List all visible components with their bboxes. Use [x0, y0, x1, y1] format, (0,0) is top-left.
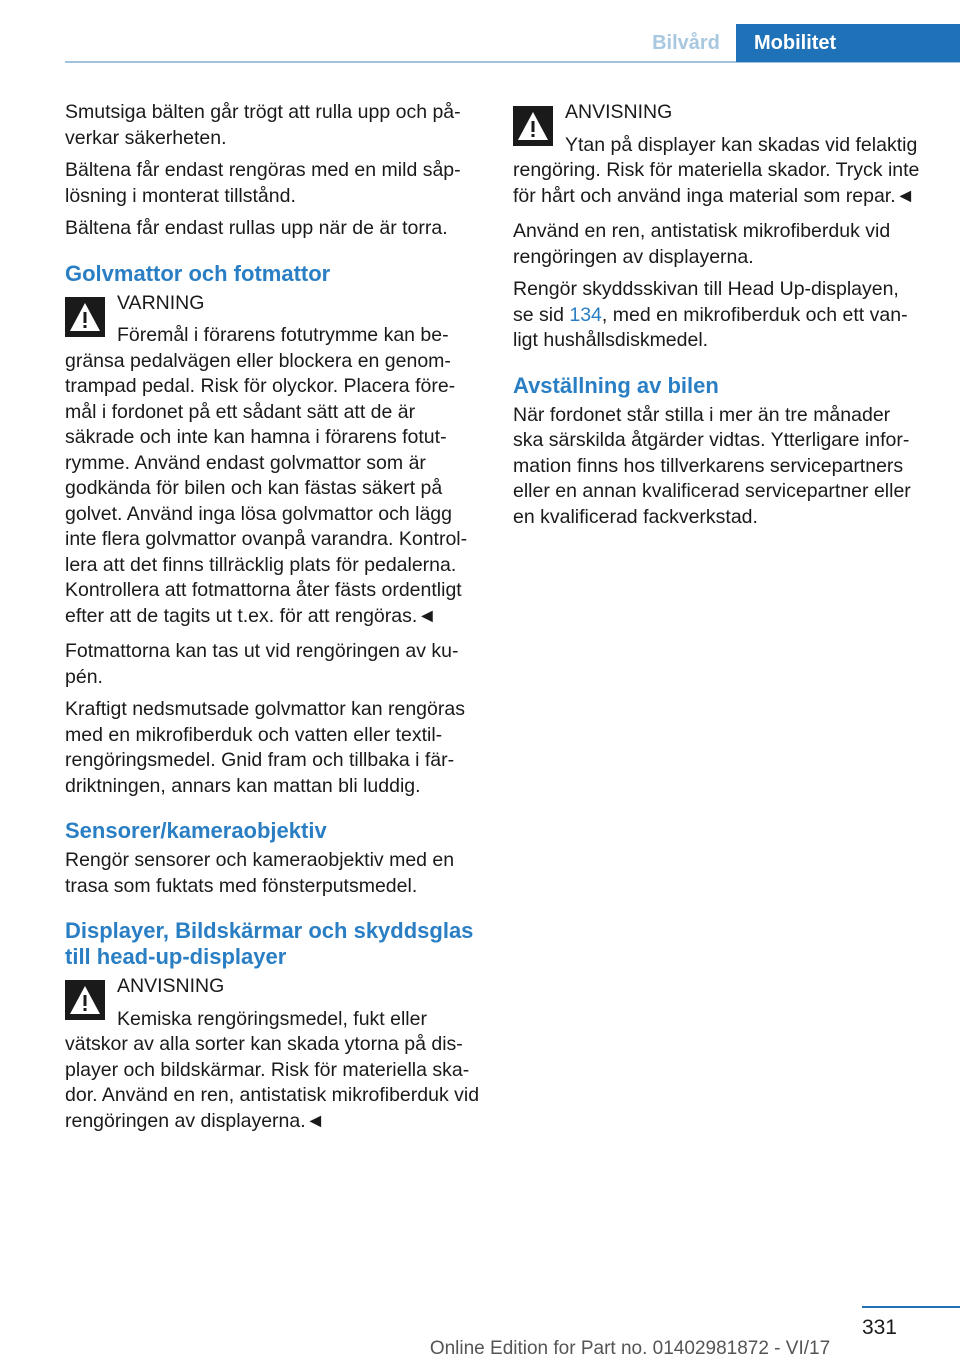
footer-rule — [862, 1306, 960, 1308]
warning-text: Föremål i förarens fotutrymme kan begränsa pedalvägen eller blockera en genomtrampad pedal. Risk för olyckor. Placera föremål i fordonet på ett sådant sätt att de är säkrade och inte kan hamna i förarens fotutrymme. Använd endast golvmattor som är godkända för bilen och kan fästas säkert på golvet. Använd inga lösa golvmattor och lägg inte flera golvmattor ovanpå varandra. Kontrollera att det finns tillräcklig plats för pedalerna. Kontrollera att fotmattorna åter fästs ordentligt efter att de tagits ut t.ex. för att rengöras.◄ — [65, 324, 468, 627]
warning-box-floor-mats — [65, 291, 480, 630]
notice-label: ANVISNING — [565, 101, 673, 123]
hud-text-after: , med en mikrofiberduk och ett vanligt hushållsdiskmedel. — [513, 303, 908, 351]
hud-text-before: Rengör skyddsskivan till Head Up-displayen, se sid — [513, 278, 899, 326]
paragraph-hud-clean — [513, 277, 923, 354]
notice-box-displays — [65, 974, 480, 1134]
notice-text: Kemiska rengöringsmedel, fukt eller vätskor av alla sorter kan skada ytorna på displayer och bildskärmar. Risk för materiella skador. Använd en ren, antistatisk mikrofiberduk vid rengöringen av displayerna.◄ — [65, 1007, 480, 1132]
page-header — [0, 0, 960, 64]
right-column — [513, 100, 923, 537]
notice-text: Ytan på displayer kan skadas vid felaktig rengöring. Risk för materiella skador. Tryck inte för hårt och använd inga material som repar.◄ — [513, 133, 920, 207]
heading-golvmattor: Golvmattor och fotmattor — [65, 260, 331, 286]
page-number: 331 — [861, 1316, 897, 1339]
tab-bilvard[interactable]: Bilvård — [652, 32, 720, 54]
paragraph-microfiber: Använd en ren, antistatisk mikrofiberduk vid rengöringen av displayerna. — [513, 220, 891, 268]
paragraph-belts-dirty: Smutsiga bälten går trögt att rulla upp och påverkar säkerheten. — [65, 101, 461, 149]
warning-label: VARNING — [117, 291, 205, 314]
left-column — [65, 100, 480, 1144]
heading-displayer: Displayer, Bildskärmar och skyddsglas till head-up-displayer — [65, 918, 474, 969]
warning-triangle-icon — [65, 297, 105, 337]
paragraph-floor-mats-clean: Kraftigt nedsmutsade golvmattor kan rengöras med en mikrofiberduk och vatten eller textilrengöringsmedel. Gnid fram och tillbaka i färdriktningen, annars kan mattan bli luddig. — [65, 698, 465, 797]
edition-note: Online Edition for Part no. 01402981872 - VI/17 — [429, 1338, 831, 1359]
paragraph-belts-clean: Bältena får endast rengöras med en mild såplösning i monterat tillstånd. — [65, 159, 461, 207]
paragraph-sensors: Rengör sensorer och kameraobjektiv med en trasa som fuktats med fönsterputsmedel. — [65, 849, 455, 897]
notice-box-display-surface — [513, 100, 923, 209]
paragraph-floor-mats-remove: Fotmattorna kan tas ut vid rengöringen av kupén. — [65, 640, 459, 688]
heading-avstallning: Avställning av bilen — [513, 372, 719, 398]
page-link-134[interactable]: 134 — [569, 303, 602, 326]
warning-triangle-icon — [513, 106, 553, 146]
notice-label: ANVISNING — [117, 975, 225, 997]
paragraph-storage: När fordonet står stilla i mer än tre månader ska särskilda åtgärder vidtas. Ytterligare information finns hos tillverkarens servicepartners eller en annan kvalificerad servicepartner eller en kvalificerad fackverkstad. — [513, 403, 911, 528]
warning-triangle-icon — [65, 980, 105, 1020]
heading-sensorer: Sensorer/kameraobjektiv — [65, 818, 327, 843]
paragraph-belts-dry: Bältena får endast rullas upp när de är torra. — [65, 217, 448, 239]
tab-mobilitet[interactable]: Mobilitet — [736, 24, 960, 62]
